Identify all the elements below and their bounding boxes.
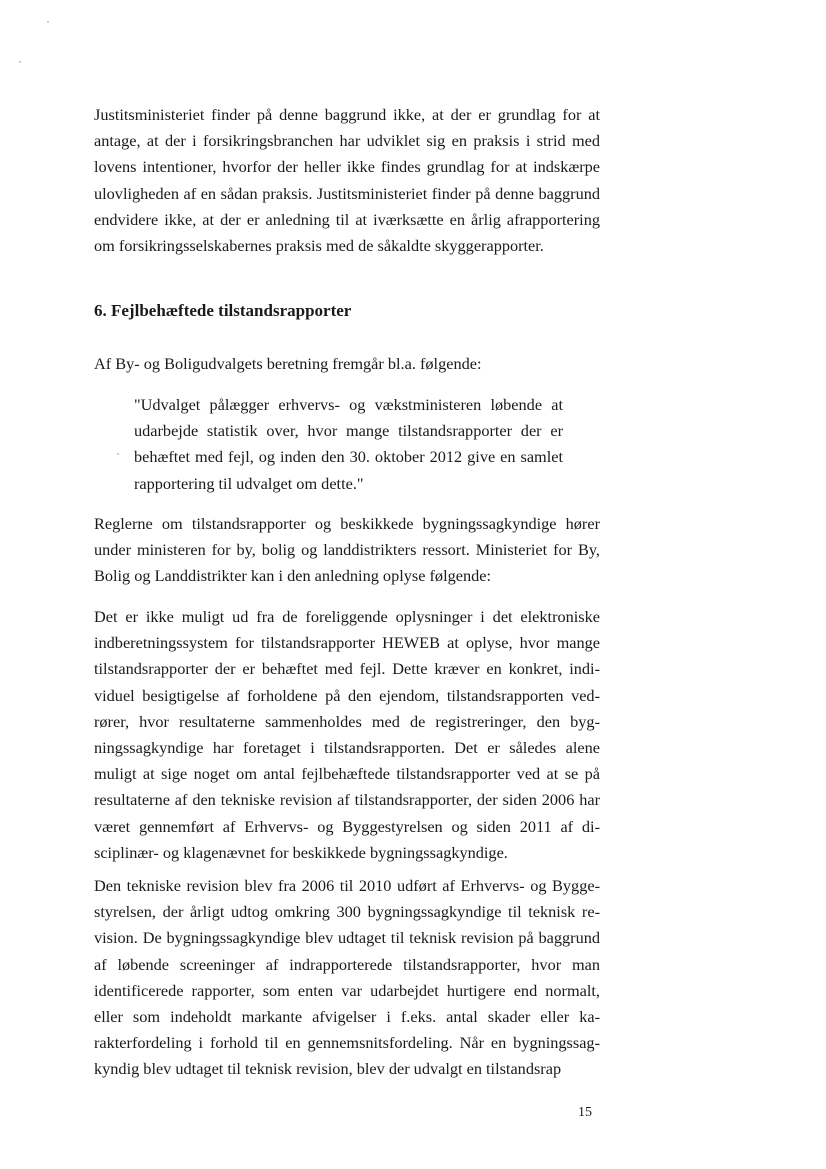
block-quote: "Udvalget pålægger erhvervs- og vækstministeren løbende at udarbejde statistik over, hvor mange tilstandsrapporter der er behæftet med fejl, og inden den 30. oktober 2012 give en samlet rapportering til udvalget om dette." — [134, 395, 563, 493]
body-paragraph-4: Den tekniske revision blev fra 2006 til 2010 udført af Erhvervs- og Byggestyrelsen, der årligt udtog omkring 300 bygningssagkyndige til teknisk revision. De bygningssagkyndige blev udtaget til teknisk revision på baggrund af løbende screeninger af indrapporterede tilstandsrapporter, hvor man identificerede rapporter, som enten var udarbejdet hurtigere end normalt, eller som indeholdt markante afvigelser i f.eks. antal skader eller karakterfordeling i forhold til en gennemsnitsfordeling. Når en bygningssagkyndig blev udtaget til teknisk revision, blev der udvalgt en tilstandsrap — [94, 876, 600, 1079]
body-paragraph-1: Justitsministeriet finder på denne baggrund ikke, at der er grundlag for at antage, at der i forsikringsbranchen har udviklet sig en praksis i strid med lovens intentioner, hvorfor der heller ikke findes grundlag for at indskærpe ulovligheden af en sådan praksis. Justitsministeriet finder på denne baggrund endvidere ikke, at der er anledning til at iværksætte en årlig afrapportering om forsikringsselskabernes praksis med de såkaldte skyggerapporter. — [94, 105, 600, 256]
body-paragraph-2: Reglerne om tilstandsrapporter og beskikkede bygningssagkyndige hører under ministeren for by, bolig og landdistrikters ressort. Ministeriet for By, Bolig og Landdistrikter kan i den anledning oplyse følgende: — [94, 514, 600, 586]
scan-speck — [19, 61, 21, 63]
scan-speck — [117, 453, 119, 455]
intro-paragraph: Af By- og Boligudvalgets beretning fremgår bl.a. følgende: — [94, 354, 482, 373]
page-number: 15 — [578, 1105, 592, 1120]
body-paragraph-3: Det er ikke muligt ud fra de foreliggende oplysninger i det elektroniske indberetningssystem for tilstandsrapporter HEWEB at oplyse, hvor mange tilstandsrapporter der er behæftet med fejl. Dette kræver en konkret, individuel besigtigelse af forholdene på den ejendom, tilstandsrapporten vedrører, hvor resultaterne sammenholdes med de registreringer, den bygningssagkyndige har foretaget i tilstandsrapporten. Det er således alene muligt at sige noget om antal fejlbehæftede tilstandsrapporter ved at se på resultaterne af den tekniske revision af tilstandsrapporter, der siden 2006 har været gennemført af Erhvervs- og Byggestyrelsen og siden 2011 af disciplinær- og klagenævnet for beskikkede bygningssagkyndige. — [94, 607, 600, 862]
section-heading: 6. Fejlbehæftede tilstandsrapporter — [94, 301, 352, 320]
scan-speck — [47, 21, 49, 23]
